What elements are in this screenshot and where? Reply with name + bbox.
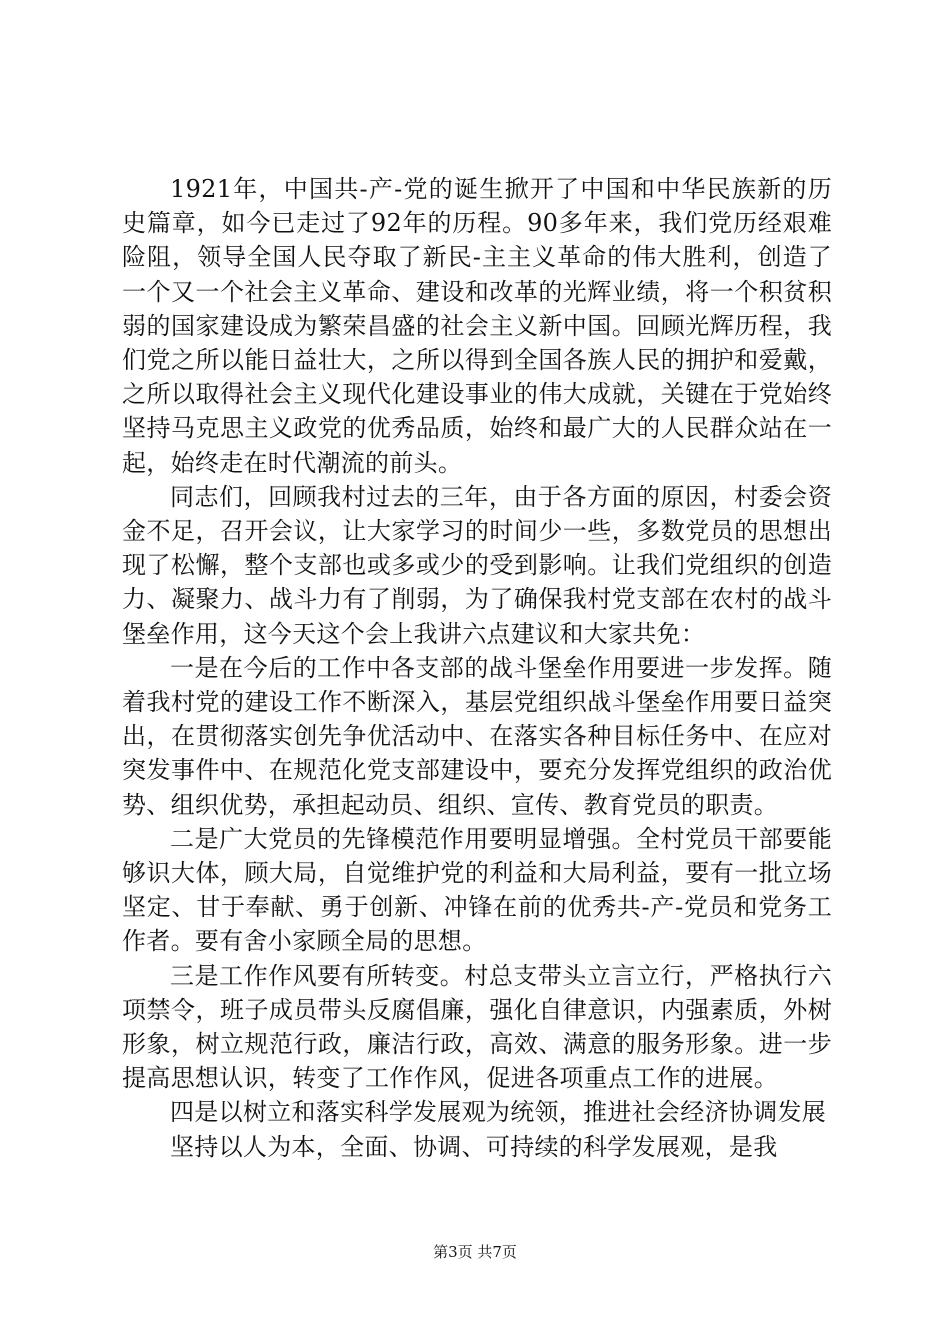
- paragraph-history: 1921年，中国共-产-党的诞生掀开了中国和中华民族新的历史篇章，如今已走过了92年的历程。90多年来，我们党历经艰难险阻，领导全国人民夺取了新民-主主义革命的伟大胜利，创造了一个又一个社会主义革命、建设和改革的光辉业绩，将一个积贫积弱的国家建设成为繁荣昌盛的社会主义新中国。回顾光辉历程，我们党之所以能日益壮大，之所以得到全国各族人民的拥护和爱戴，之所以取得社会主义现代化建设事业的伟大成就，关键在于党始终坚持马克思主义政党的优秀品质，始终和最广大的人民群众站在一起，始终走在时代潮流的前头。: [122, 175, 832, 477]
- paragraph-point-three: 三是工作作风要有所转变。村总支带头立言立行，严格执行六项禁令，班子成员带头反腐倡廉，强化自律意识，内强素质，外树形象，树立规范行政，廉洁行政，高效、满意的服务形象。进一步提高思想认识，转变了工作作风，促进各项重点工作的进展。: [122, 961, 832, 1093]
- paragraph-review: 同志们，回顾我村过去的三年，由于各方面的原因，村委会资金不足，召开会议，让大家学习的时间少一些，多数党员的思想出现了松懈，整个支部也或多或少的受到影响。让我们党组织的创造力、凝聚力、战斗力有了削弱，为了确保我村党支部在农村的战斗堡垒作用，这今天这个会上我讲六点建议和大家共免：: [122, 482, 832, 648]
- paragraph-point-four-heading: 四是以树立和落实科学发展观为统领，推进社会经济协调发展: [170, 1098, 827, 1127]
- paragraph-point-two: 二是广大党员的先锋模范作用要明显增强。全村党员干部要能够识大体，顾大局，自觉维护党的利益和大局利益，要有一批立场坚定、甘于奉献、勇于创新、冲锋在前的优秀共-产-党员和党务工作者。要有舍小家顾全局的思想。: [122, 824, 832, 956]
- document-body: [122, 172, 832, 1164]
- page-number: 第3页 共7页: [433, 1243, 517, 1261]
- paragraph-development: 坚持以人为本，全面、协调、可持续的科学发展观，是我: [170, 1132, 778, 1161]
- paragraph-point-one: 一是在今后的工作中各支部的战斗堡垒作用要进一步发挥。随着我村党的建设工作不断深入，基层党组织战斗堡垒作用要日益突出，在贯彻落实创先争优活动中、在落实各种目标任务中、在应对突发事件中、在规范化党支部建设中，要充分发挥党组织的政治优势、组织优势，承担起动员、组织、宣传、教育党员的职责。: [122, 653, 832, 819]
